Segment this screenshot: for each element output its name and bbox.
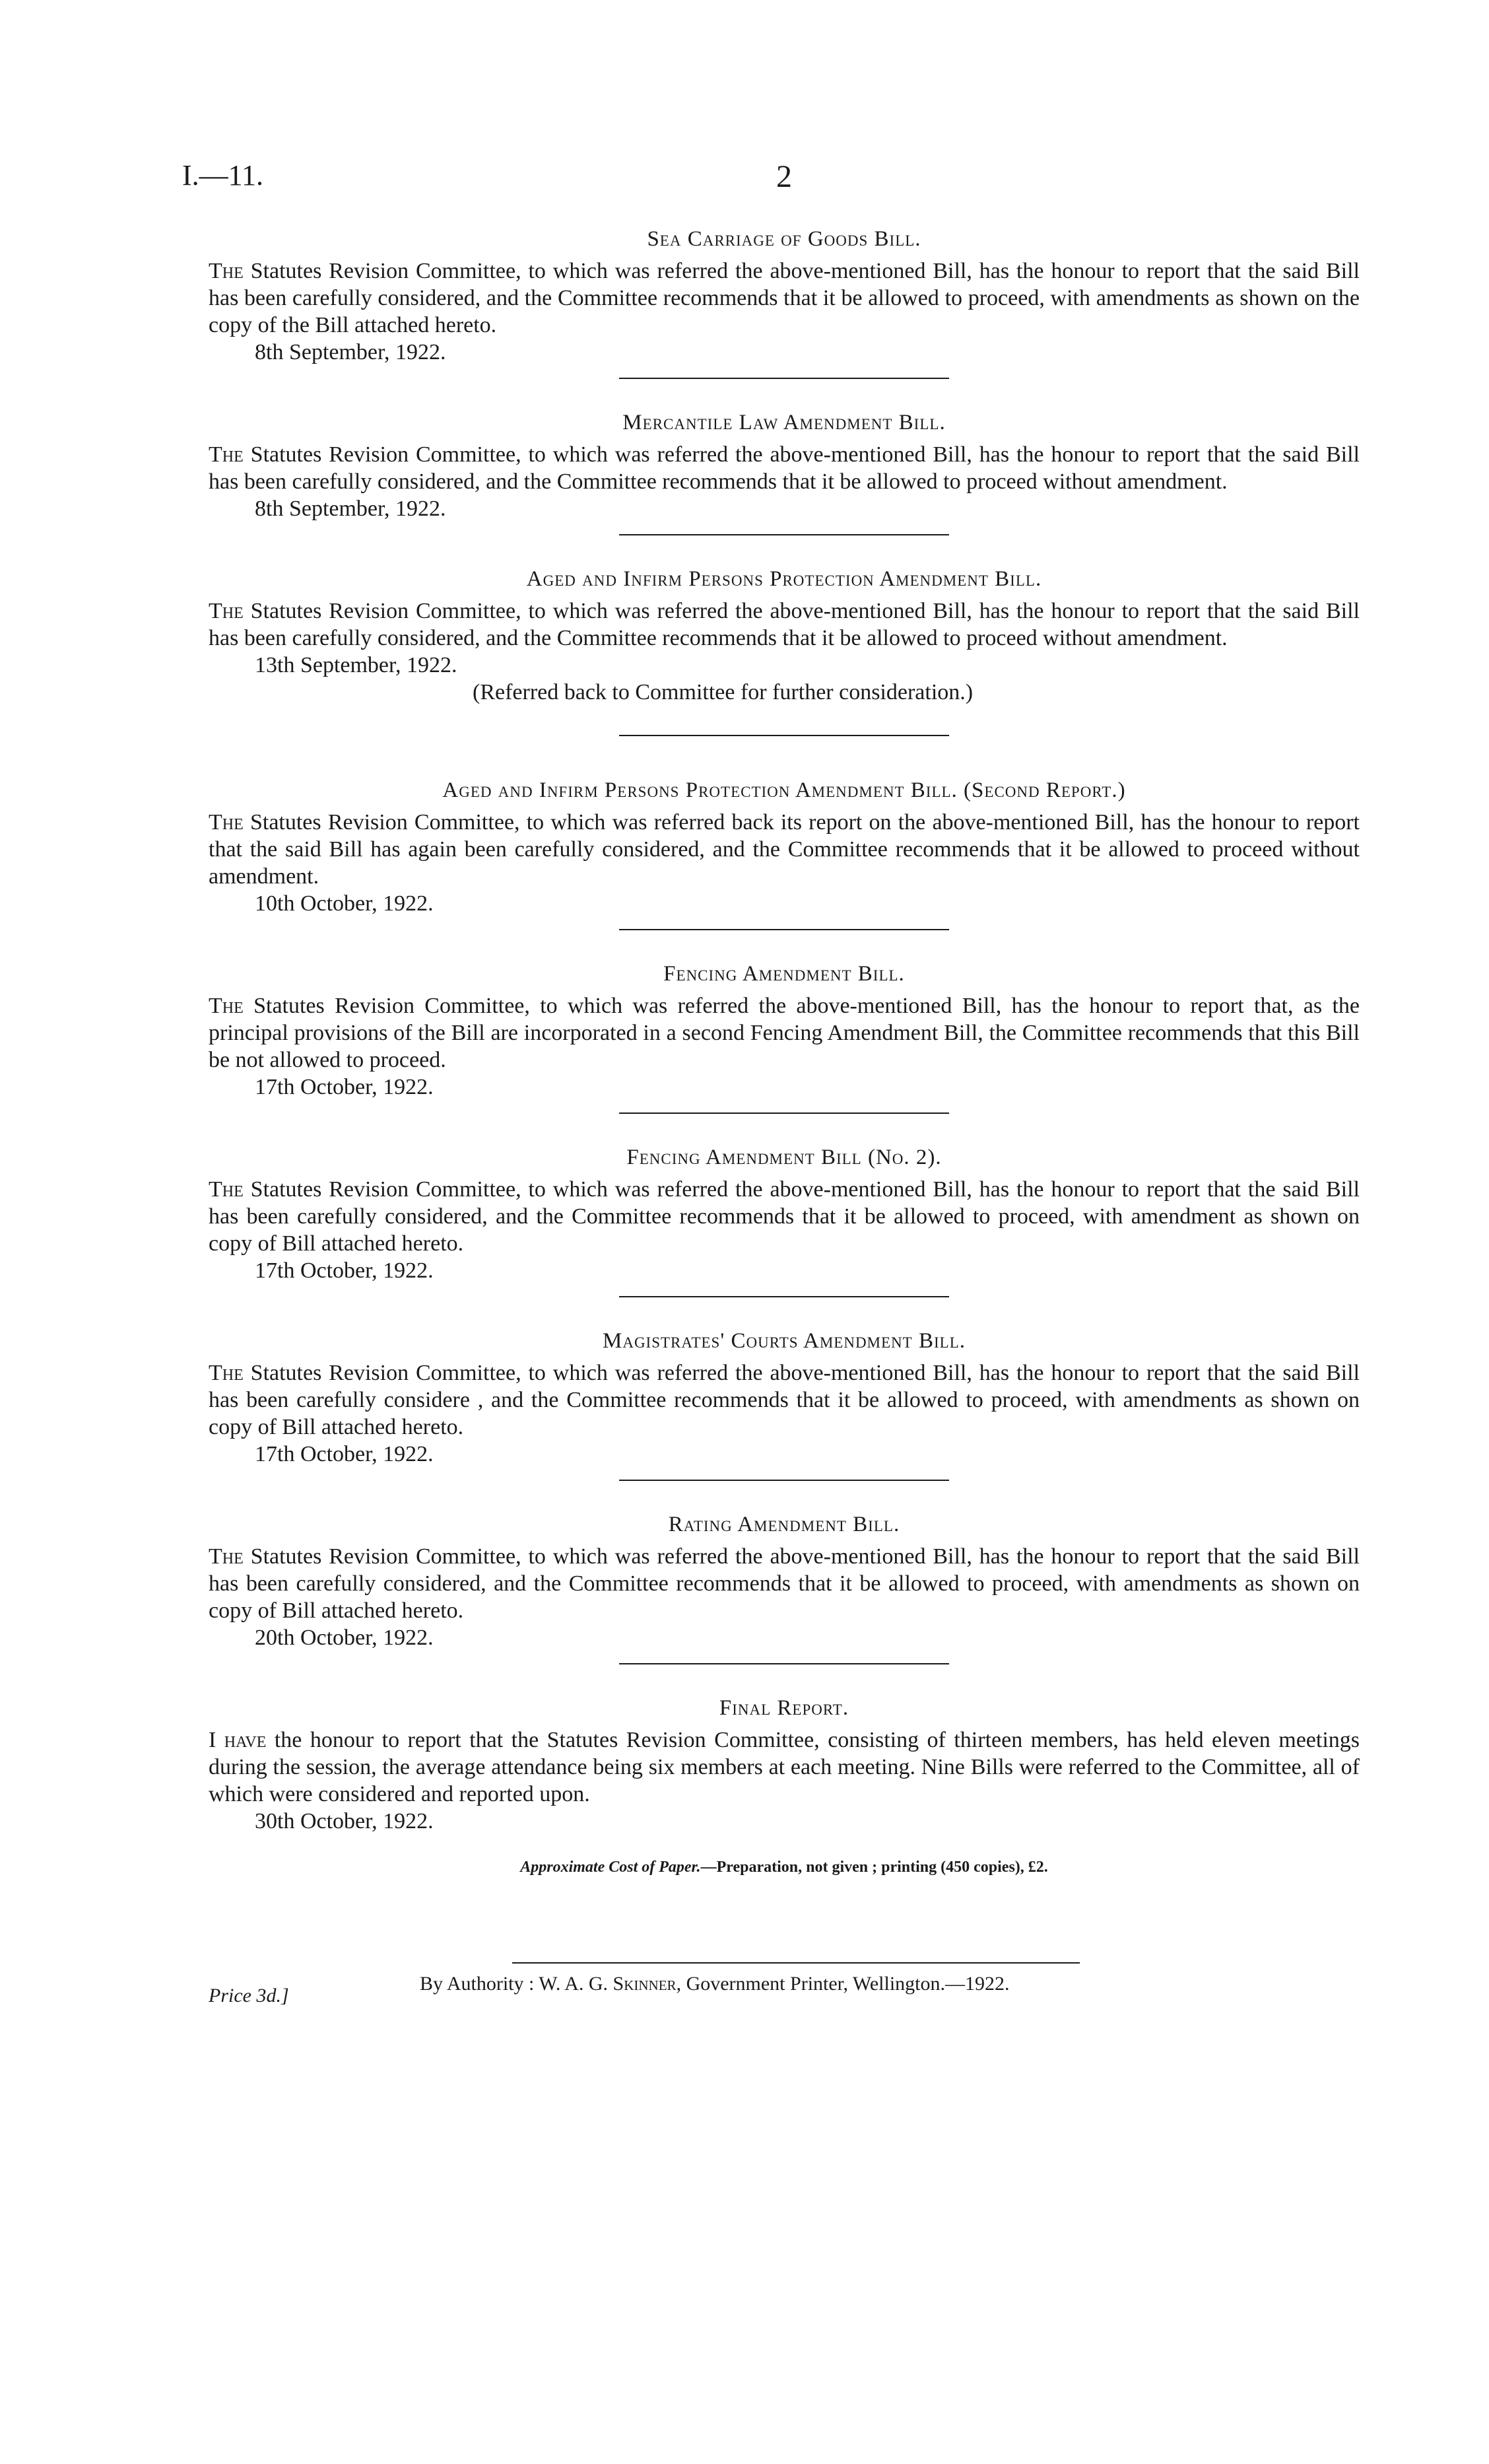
section-divider — [619, 1112, 949, 1114]
page-number: 2 — [776, 159, 792, 194]
bill-title: Final Report. — [719, 1696, 849, 1720]
report-body: Statutes Revision Committee, to which was referred the above-mentioned Bill, has the honour to report that, as the principal provisions of the Bill are incorporated in a second Fencing Amendment Bill, the Committee recommends that this Bill be not allowed to proceed. — [209, 994, 1360, 1072]
report-lead: The — [209, 259, 244, 283]
section-divider — [619, 378, 949, 379]
report-date: 8th September, 1922. — [255, 340, 446, 364]
page-header — [182, 158, 1360, 224]
report-text — [209, 1727, 1360, 1808]
report-text — [209, 1543, 1360, 1624]
report-lead: The — [209, 442, 244, 467]
bill-title: Sea Carriage of Goods Bill. — [647, 227, 921, 251]
report-body: the honour to report that the Statutes Revision Committee, consisting of thirteen members, has held eleven meetings during the session, the average attendance being six members at each meeting. Nine Bills were referred to the Committee, all of which were considered and reported upon. — [209, 1728, 1360, 1806]
report-section — [209, 959, 1360, 1101]
report-section — [209, 1326, 1360, 1468]
cost-text: —Preparation, not given ; printing (450 copies), £2. — [700, 1859, 1048, 1876]
report-lead: The — [209, 1361, 244, 1385]
report-text — [209, 992, 1360, 1074]
report-body: Statutes Revision Committee, to which was referred the above-mentioned Bill, has the honour to report that the said Bill has been carefully considered, and the Committee recommends that it be allowed to proceed, with amendment as shown on copy of Bill attached hereto. — [209, 1177, 1360, 1256]
report-date: 30th October, 1922. — [255, 1809, 434, 1833]
section-divider — [619, 735, 949, 736]
bill-title: Aged and Infirm Persons Protection Amendment Bill. (Second Report.) — [442, 778, 1126, 802]
bill-title: Fencing Amendment Bill. — [663, 962, 905, 986]
report-date: 13th September, 1922. — [255, 653, 457, 677]
report-date: 8th September, 1922. — [255, 496, 446, 521]
report-body: Statutes Revision Committee, to which was referred the above-mentioned Bill, has the honour to report that the said Bill has been carefully considered, and the Committee recommends that it be allowed to proceed without amendment. — [209, 599, 1360, 650]
report-body: Statutes Revision Committee, to which was referred back its report on the above-mentioned Bill, has the honour to report that the said Bill has again been carefully considered, and the Committee recommends that it be allowed to proceed without amendment. — [209, 810, 1360, 889]
report-section — [209, 224, 1360, 366]
authority-suffix: , Government Printer, Wellington.—1922. — [676, 1973, 1010, 1995]
report-section — [209, 1694, 1360, 1835]
section-divider — [619, 929, 949, 930]
report-text — [209, 809, 1360, 890]
report-section — [209, 1510, 1360, 1651]
cost-of-paper — [209, 1859, 1360, 1876]
report-lead: The — [209, 994, 244, 1018]
authority-prefix: By Authority : W. A. G. — [420, 1973, 613, 1995]
report-date: 17th October, 1922. — [255, 1075, 434, 1099]
report-lead: The — [209, 1177, 244, 1202]
report-date: 10th October, 1922. — [255, 891, 434, 916]
report-date: 17th October, 1922. — [255, 1442, 434, 1466]
bill-title: Mercantile Law Amendment Bill. — [622, 411, 946, 434]
footer-divider — [512, 1962, 1080, 1964]
printer-name: Skinner — [612, 1973, 677, 1995]
report-section — [209, 408, 1360, 522]
price-label: Price 3d.] — [209, 1985, 289, 2006]
report-section — [209, 776, 1360, 917]
report-lead: The — [209, 1544, 244, 1569]
bill-title: Rating Amendment Bill. — [668, 1513, 900, 1536]
report-note: (Referred back to Committee for further consideration.) — [473, 680, 974, 704]
document-page — [182, 158, 1360, 2012]
report-date: 17th October, 1922. — [255, 1258, 434, 1283]
section-divider — [619, 1480, 949, 1481]
cost-lead: Approximate Cost of Paper. — [520, 1859, 701, 1876]
report-text — [209, 441, 1360, 495]
bill-title: Magistrates' Courts Amendment Bill. — [603, 1329, 966, 1353]
bill-title: Aged and Infirm Persons Protection Amendment Bill. — [526, 567, 1042, 591]
report-section — [209, 1143, 1360, 1284]
bill-title: Fencing Amendment Bill (No. 2). — [626, 1146, 942, 1169]
printer-authority — [420, 1973, 1010, 1995]
report-text — [209, 1176, 1360, 1257]
report-lead: The — [209, 810, 244, 835]
report-date: 20th October, 1922. — [255, 1626, 434, 1650]
page-footer — [209, 1973, 1360, 2012]
section-divider — [619, 1663, 949, 1664]
report-body: Statutes Revision Committee, to which was referred the above-mentioned Bill, has the honour to report that the said Bill has been carefully considered, and the Committee recommends that it be allowed to proceed, with amendments as shown on the copy of the Bill attached hereto. — [209, 259, 1360, 337]
report-body: Statutes Revision Committee, to which was referred the above-mentioned Bill, has the honour to report that the said Bill has been carefully considered, and the Committee recommends that it be allowed to proceed, with amendments as shown on copy of Bill attached hereto. — [209, 1544, 1360, 1623]
report-lead: The — [209, 599, 244, 623]
report-text — [209, 257, 1360, 339]
paper-reference: I.—11. — [182, 159, 264, 191]
report-body: Statutes Revision Committee, to which was referred the above-mentioned Bill, has the honour to report that the said Bill has been carefully considere , and the Committee recommends that it be allowed to proceed, with amendments as shown on copy of Bill attached hereto. — [209, 1361, 1360, 1439]
report-text — [209, 1359, 1360, 1441]
section-divider — [619, 1296, 949, 1297]
report-section — [209, 565, 1360, 706]
report-text — [209, 598, 1360, 652]
report-lead: I have — [209, 1728, 267, 1752]
section-divider — [619, 534, 949, 535]
report-body: Statutes Revision Committee, to which was referred the above-mentioned Bill, has the honour to report that the said Bill has been carefully considered, and the Committee recommends that it be allowed to proceed without amendment. — [209, 442, 1360, 494]
